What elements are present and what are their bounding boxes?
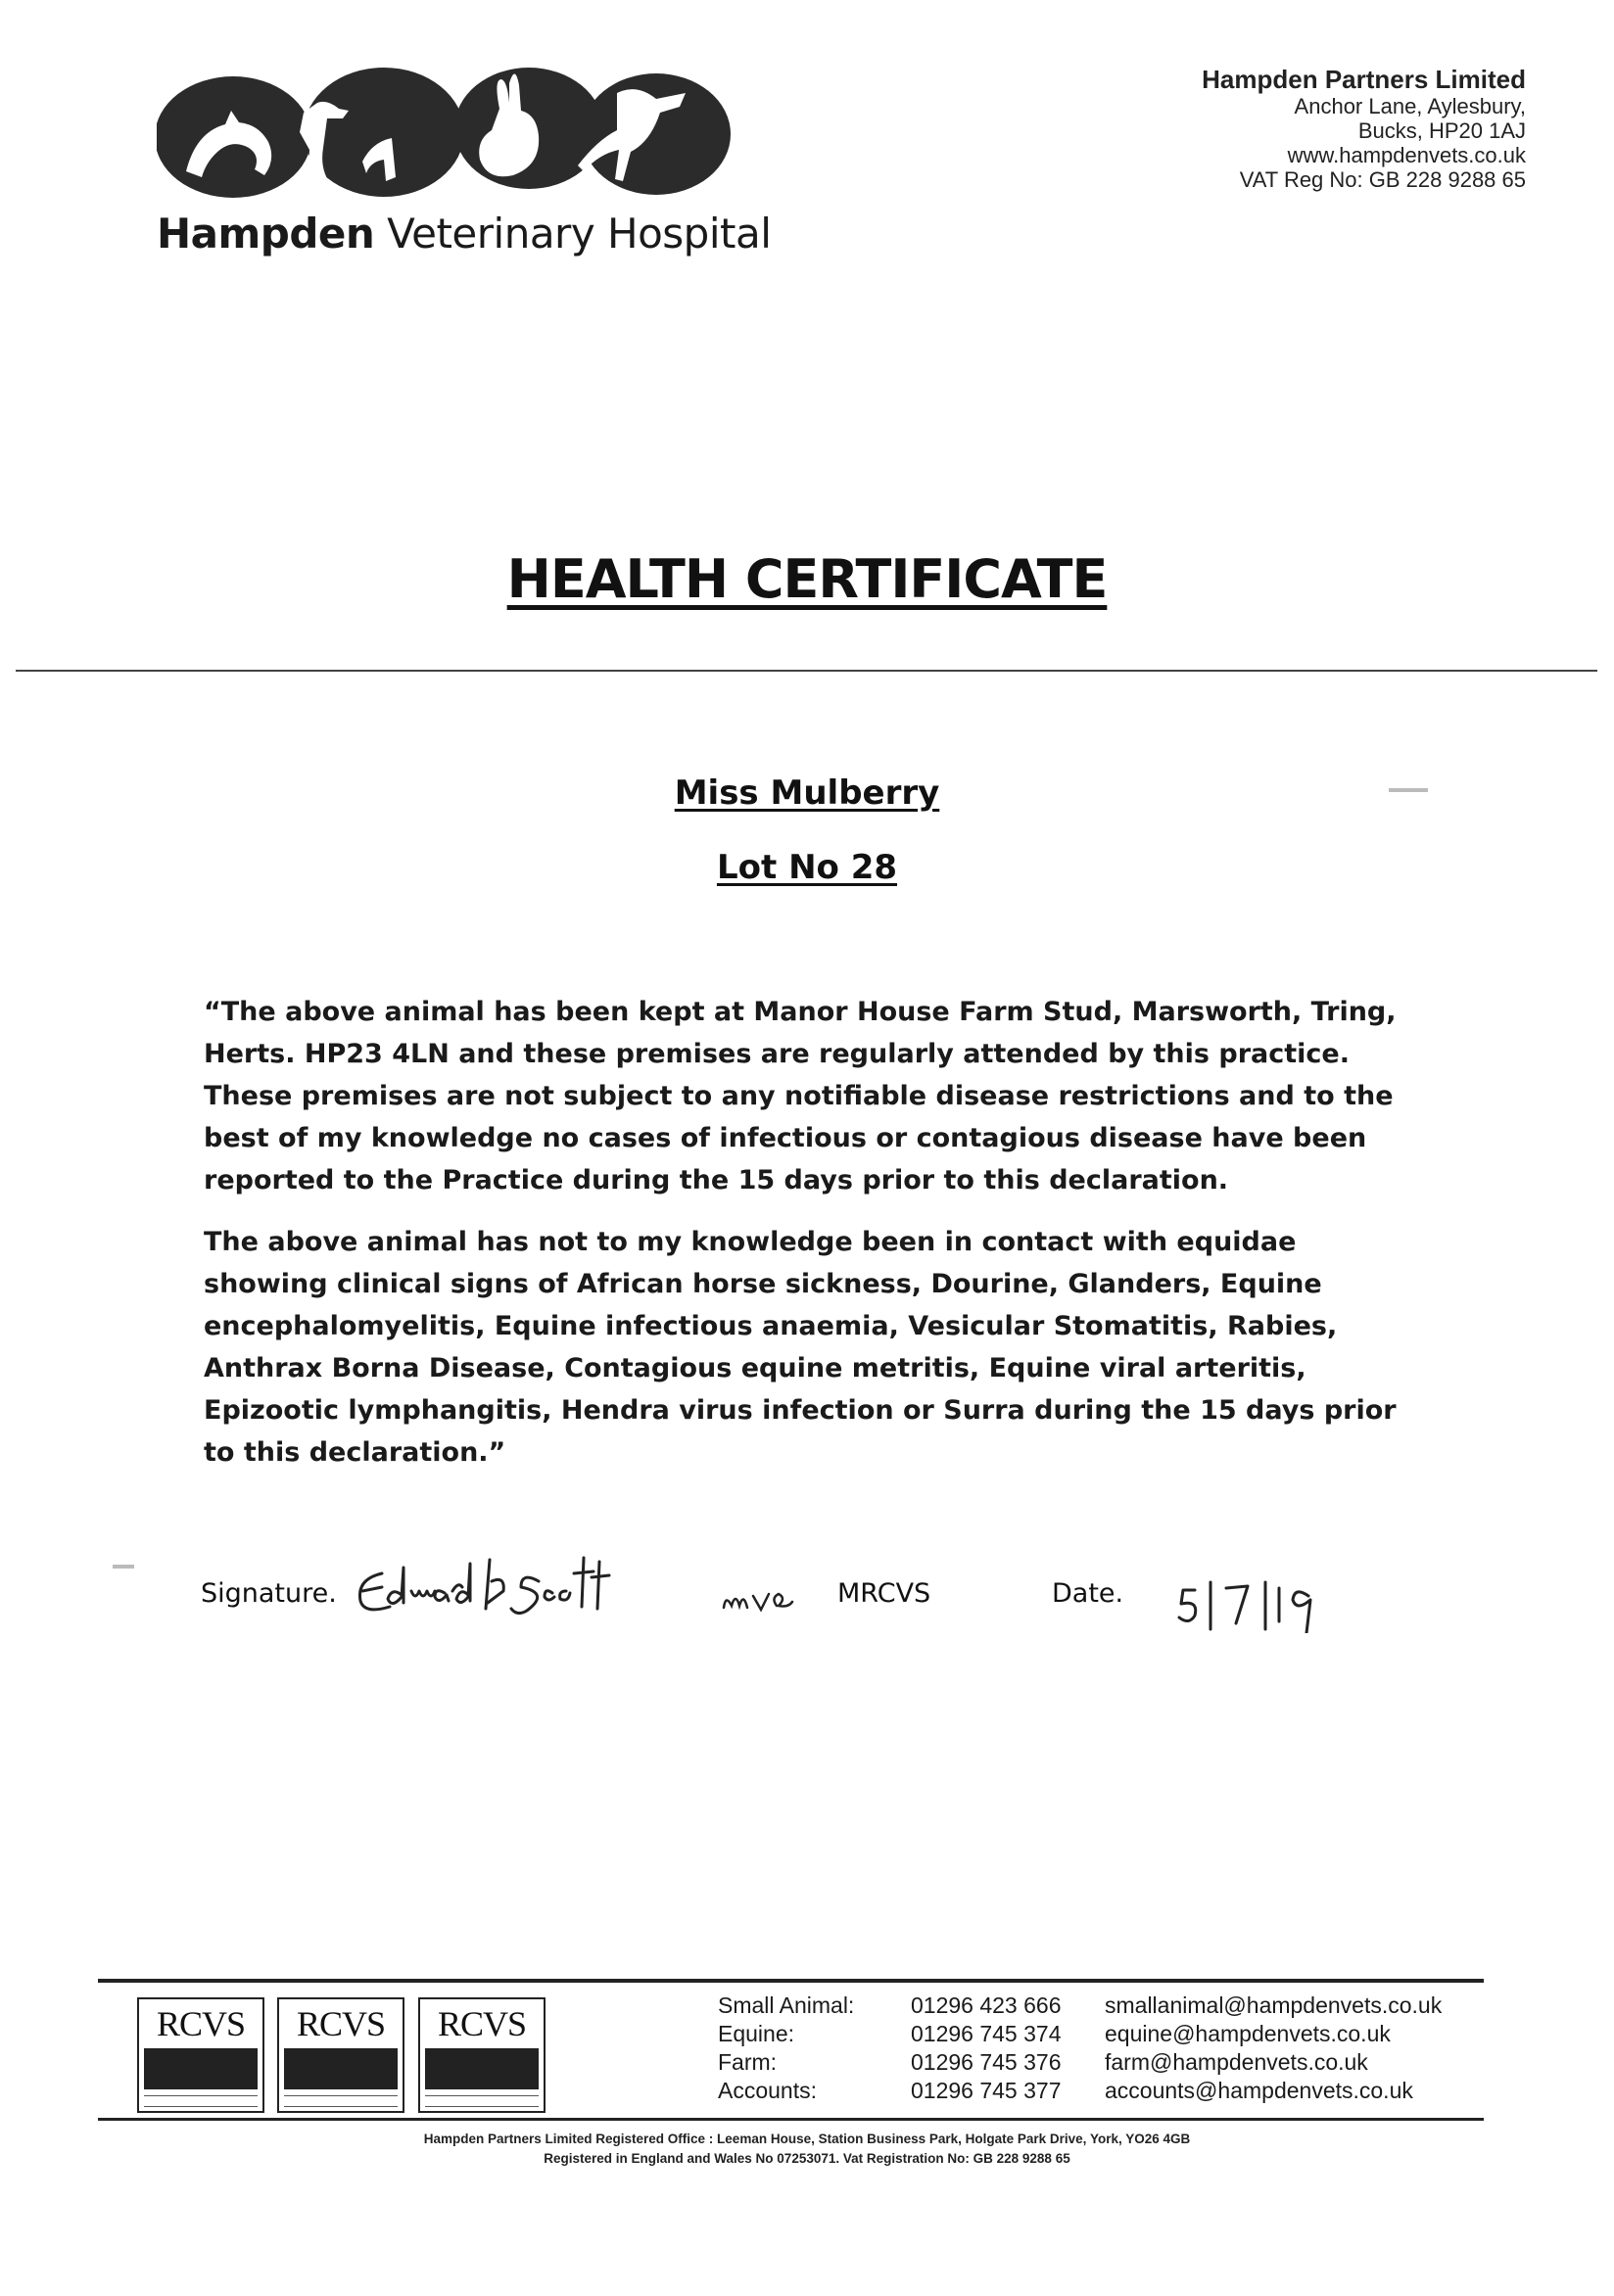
registered-office-info — [0, 2130, 1614, 2169]
rcvs-accreditation-logo — [137, 1997, 264, 2113]
contact-email: accounts@hampdenvets.co.uk — [1105, 2078, 1413, 2103]
title-divider — [16, 670, 1597, 672]
signature-label: Signature. — [201, 1578, 337, 1609]
scan-speck — [1389, 788, 1428, 792]
date-label: Date. — [1052, 1578, 1124, 1609]
hospital-name-rest: Veterinary Hospital — [387, 210, 772, 258]
qualification: MRCVS — [837, 1578, 931, 1609]
contact-phone: 01296 745 376 — [911, 2049, 1062, 2075]
contact-email: smallanimal@hampdenvets.co.uk — [1105, 1992, 1443, 2018]
declaration-paragraph-1: “The above animal has been kept at Manor House Farm Stud, Marsworth, Tring, Herts. HP23 4LN and these premises are regularly attended by this practice. These premises are not subject to any notifiable disease restrictions and to the best of my knowledge no cases of infectious or contagious disease have been reported to the Practice during the 15 days prior to this declaration. — [204, 997, 1397, 1195]
contact-label: Farm: — [718, 2049, 778, 2075]
handwritten-initials — [720, 1578, 813, 1617]
contact-emails — [1105, 1991, 1442, 2105]
declaration-paragraph-2: The above animal has not to my knowledge been in contact with equidae showing clinical signs of African horse sickness, Dourine, Glanders, Equine encephalomyelitis, Equine infectious anaemia, Vesicular Stomatitis, Rabies, Anthrax Borna Disease, Contagious equine metritis, Equine viral arteritis, Epizootic lymphangitis, Hendra virus infection or Surra during the 15 days prior to this declaration.” — [204, 1227, 1397, 1468]
rcvs-logo-text: RCVS — [156, 2004, 246, 2043]
scan-speck — [113, 1565, 134, 1569]
animal-name: Miss Mulberry — [674, 773, 940, 813]
contact-label: Accounts: — [718, 2078, 817, 2103]
vat-number: VAT Reg No: GB 228 9288 65 — [1239, 167, 1526, 192]
lot-number: Lot No 28 — [716, 848, 898, 887]
company-name: Hampden Partners Limited — [1202, 65, 1526, 94]
certificate-title: HEALTH CERTIFICATE — [506, 548, 1108, 610]
address-line-1: Anchor Lane, Aylesbury, — [1294, 94, 1526, 118]
registered-office-line: Hampden Partners Limited Registered Office : Leeman House, Station Business Park, Holgate Park Drive, York, YO26 4GB — [423, 2132, 1191, 2146]
hospital-logo — [157, 54, 735, 201]
contact-phone: 01296 745 377 — [911, 2078, 1062, 2103]
footer-bottom-rule — [98, 2118, 1484, 2121]
contact-email: farm@hampdenvets.co.uk — [1105, 2049, 1368, 2075]
hospital-name-bold: Hampden — [157, 210, 375, 258]
address-line-2: Bucks, HP20 1AJ — [1357, 118, 1526, 143]
handwritten-signature — [343, 1552, 656, 1630]
hospital-name — [157, 210, 771, 258]
contact-label: Equine: — [718, 2021, 795, 2046]
rcvs-accreditation-logo — [277, 1997, 404, 2113]
contact-phone: 01296 423 666 — [911, 1992, 1062, 2018]
registration-number-line: Registered in England and Wales No 07253071. Vat Registration No: GB 228 9288 65 — [544, 2151, 1070, 2166]
rcvs-logo-text: RCVS — [296, 2004, 386, 2043]
contact-labels — [718, 1991, 854, 2105]
contact-phones — [911, 1991, 1062, 2105]
contact-email: equine@hampdenvets.co.uk — [1105, 2021, 1391, 2046]
rcvs-logo-text: RCVS — [437, 2004, 527, 2043]
rcvs-accreditation-logo — [418, 1997, 546, 2113]
footer-top-rule — [98, 1979, 1484, 1983]
handwritten-date — [1171, 1574, 1338, 1633]
contact-label: Small Animal: — [718, 1992, 855, 2018]
company-address-block — [1202, 65, 1526, 192]
website: www.hampdenvets.co.uk — [1287, 143, 1526, 167]
contact-phone: 01296 745 374 — [911, 2021, 1062, 2046]
